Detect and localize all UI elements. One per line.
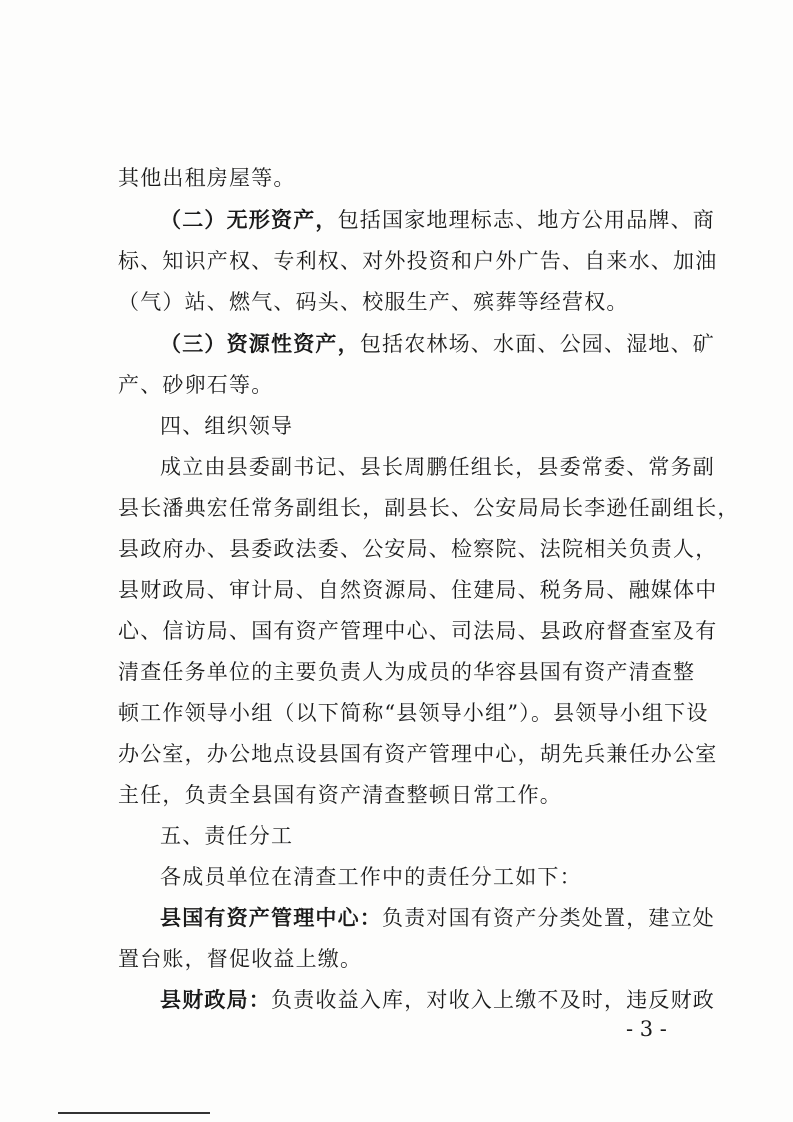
text-line-9: 县长潘典宏任常务副组长，副县长、公安局局长李逊任副组长， (118, 496, 740, 520)
text-line-21: 县财政局：负责收益入库，对收入上缴不及时，违反财政 (160, 988, 715, 1012)
section-heading-intangible-assets: （二）无形资产， (160, 208, 338, 232)
text-line-18: 各成员单位在清查工作中的责任分工如下： (160, 865, 582, 889)
unit-label-finance-bureau: 县财政局： (160, 988, 271, 1012)
text-line-10: 县政府办、县委政法委、公安局、检察院、法院相关负责人， (118, 537, 718, 561)
text-line-3: 标、知识产权、专利权、对外投资和户外广告、自来水、加油 (118, 249, 718, 273)
text-line-11: 县财政局、审计局、自然资源局、住建局、税务局、融媒体中 (118, 578, 718, 602)
text-line-12: 心、信访局、国有资产管理中心、司法局、县政府督查室及有 (118, 619, 718, 643)
page-number: - 3 - (626, 1017, 667, 1041)
section-heading-responsibilities: 五、责任分工 (160, 824, 294, 848)
text-line-6: 产、砂卵石等。 (118, 373, 274, 397)
text-line-15: 办公室，办公地点设县国有资产管理中心，胡先兵兼任办公室 (118, 742, 718, 766)
text-line-5: （三）资源性资产，包括农林场、水面、公园、湿地、矿 (160, 332, 716, 356)
text-line-16: 主任，负责全县国有资产清查整顿日常工作。 (118, 783, 562, 807)
text-line-19: 县国有资产管理中心：负责对国有资产分类处置，建立处 (160, 906, 715, 930)
text-line-13: 清查任务单位的主要负责人为成员的华容县国有资产清查整 (118, 660, 696, 684)
section-heading-resource-assets: （三）资源性资产， (160, 332, 360, 356)
text-line-4: （气）站、燃气、码头、校服生产、殡葬等经营权。 (118, 290, 629, 314)
text-line-20: 置台账，督促收益上缴。 (118, 947, 363, 971)
unit-label-asset-center: 县国有资产管理中心： (160, 906, 382, 930)
text-line-2: （二）无形资产，包括国家地理标志、地方公用品牌、商 (160, 208, 716, 232)
section-heading-organization: 四、组织领导 (160, 414, 294, 438)
text-line-8: 成立由县委副书记、县长周鹏任组长，县委常委、常务副 (160, 455, 715, 479)
text-line-1: 其他出租房屋等。 (118, 166, 296, 190)
footer-rule (58, 1112, 210, 1114)
text-line-14: 顿工作领导小组（以下简称“县领导小组”）。县领导小组下设 (118, 701, 709, 725)
